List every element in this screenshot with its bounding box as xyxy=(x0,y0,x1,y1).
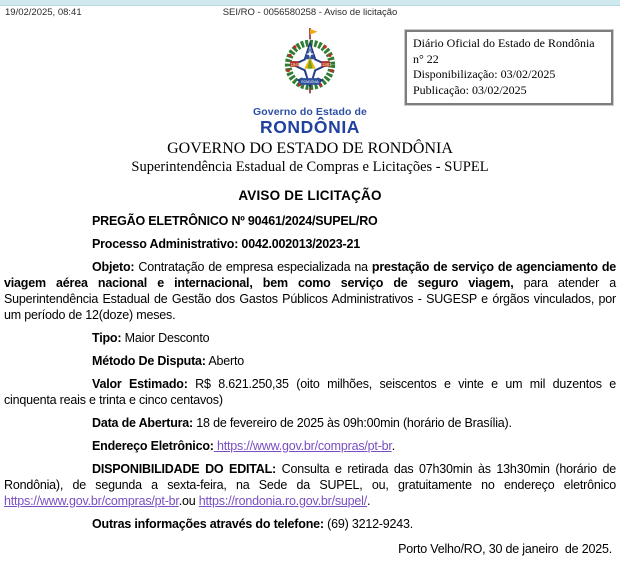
endereco-eletronico-line xyxy=(4,438,616,454)
coat-year-left: 1943 xyxy=(290,61,301,67)
pregao-number-line xyxy=(4,213,616,229)
rondonia-coat-of-arms-icon xyxy=(278,27,342,99)
telefone-line xyxy=(4,516,616,532)
state-logo-block xyxy=(0,27,620,138)
objeto-text-2: para atender a Superintendência Estadual de Gestão dos Gastos Públicos Administrativos - SUGESP e órgãos vinculados, por um período de 12(doze) meses. xyxy=(4,276,616,322)
metodo-disputa-line xyxy=(4,353,616,369)
compras-gov-link-2[interactable]: https://www.gov.br/compras/pt-br xyxy=(4,494,179,508)
valor-value: R$ 8.621.250,35 (oito milhões, seiscentos e vinte e um mil duzentos e cinquenta reais e trinta e cinco centavos) xyxy=(4,377,616,407)
telefone-value: (69) 3212-9243. xyxy=(323,517,414,531)
notice-body xyxy=(4,213,616,564)
government-heading: GOVERNO DO ESTADO DE RONDÔNIA xyxy=(167,140,453,157)
tipo-value: Maior Desconto xyxy=(121,331,210,345)
department-heading: Superintendência Estadual de Compras e Licitações - SUPEL xyxy=(131,159,489,175)
coat-year-right: 1981 xyxy=(321,61,332,67)
valor-label: Valor Estimado: xyxy=(92,377,188,391)
endereco-suffix: . xyxy=(391,439,395,453)
compras-gov-link[interactable]: https://www.gov.br/compras/pt-br xyxy=(213,439,392,453)
browser-top-strip xyxy=(0,0,620,6)
abertura-value: 18 de fevereiro de 2025 às 09h:00min (horário de Brasília). xyxy=(193,416,512,430)
tipo-line xyxy=(4,330,616,346)
gazette-edition-line: Diário Oficial do Estado de Rondônia n° 22 xyxy=(413,36,595,66)
logo-caption: Governo do Estado de xyxy=(252,106,367,118)
notice-title: AVISO DE LICITAÇÃO xyxy=(238,188,382,203)
document-headings xyxy=(0,139,620,203)
disponibilidade-text-1: Consulta e retirada das 07h30min às 13h30min (horário de Rondônia), de segunda a sexta-feira, na Sede da SUPEL, ou, gratuitamente no endereço eletrônico xyxy=(4,462,616,492)
disponibilidade-text-2: .ou xyxy=(178,494,199,508)
gazette-publication-line: Publicação: 03/02/2025 xyxy=(413,82,527,97)
gazette-availability-line: Disponibilização: 03/02/2025 xyxy=(413,67,556,81)
coat-ribbon-text: RONDÔNIA xyxy=(301,80,319,85)
objeto-bold-service: prestação de serviço de agenciamento de viagem aérea nacional e internacional, bem como serviço de seguro viagem, xyxy=(4,260,617,290)
print-datetime: 19/02/2025, 08:41 xyxy=(5,7,82,18)
objeto-text-1: Contratação de empresa especializada na xyxy=(134,260,372,274)
objeto-paragraph xyxy=(4,259,616,323)
metodo-value: Aberto xyxy=(205,354,244,368)
disponibilidade-label: DISPONIBILIDADE DO EDITAL: xyxy=(92,462,277,476)
disponibilidade-suffix: . xyxy=(367,494,371,508)
data-abertura-line xyxy=(4,415,616,431)
metodo-label: Método De Disputa: xyxy=(92,354,206,368)
processo-line xyxy=(4,236,616,252)
disponibilidade-paragraph xyxy=(4,461,616,509)
valor-estimado-line xyxy=(4,376,616,408)
signature-place-date: Porto Velho/RO, 30 de janeiro de 2025. xyxy=(398,542,612,556)
print-doc-title: SEI/RO - 0056580258 - Aviso de licitação xyxy=(222,7,398,18)
processo-number: Processo Administrativo: 0042.002013/2023-21 xyxy=(92,237,360,251)
abertura-label: Data de Abertura: xyxy=(92,416,194,430)
objeto-label: Objeto: xyxy=(92,260,135,274)
logo-wordmark: RONDÔNIA xyxy=(259,117,361,137)
tipo-label: Tipo: xyxy=(92,331,122,345)
rondonia-supel-link[interactable]: https://rondonia.ro.gov.br/supel/ xyxy=(198,494,368,508)
pregao-number: PREGÃO ELETRÔNICO Nº 90461/2024/SUPEL/RO xyxy=(92,214,378,228)
print-header xyxy=(0,7,620,21)
telefone-label: Outras informações através do telefone: xyxy=(92,517,324,531)
endereco-label: Endereço Eletrônico: xyxy=(92,439,214,453)
